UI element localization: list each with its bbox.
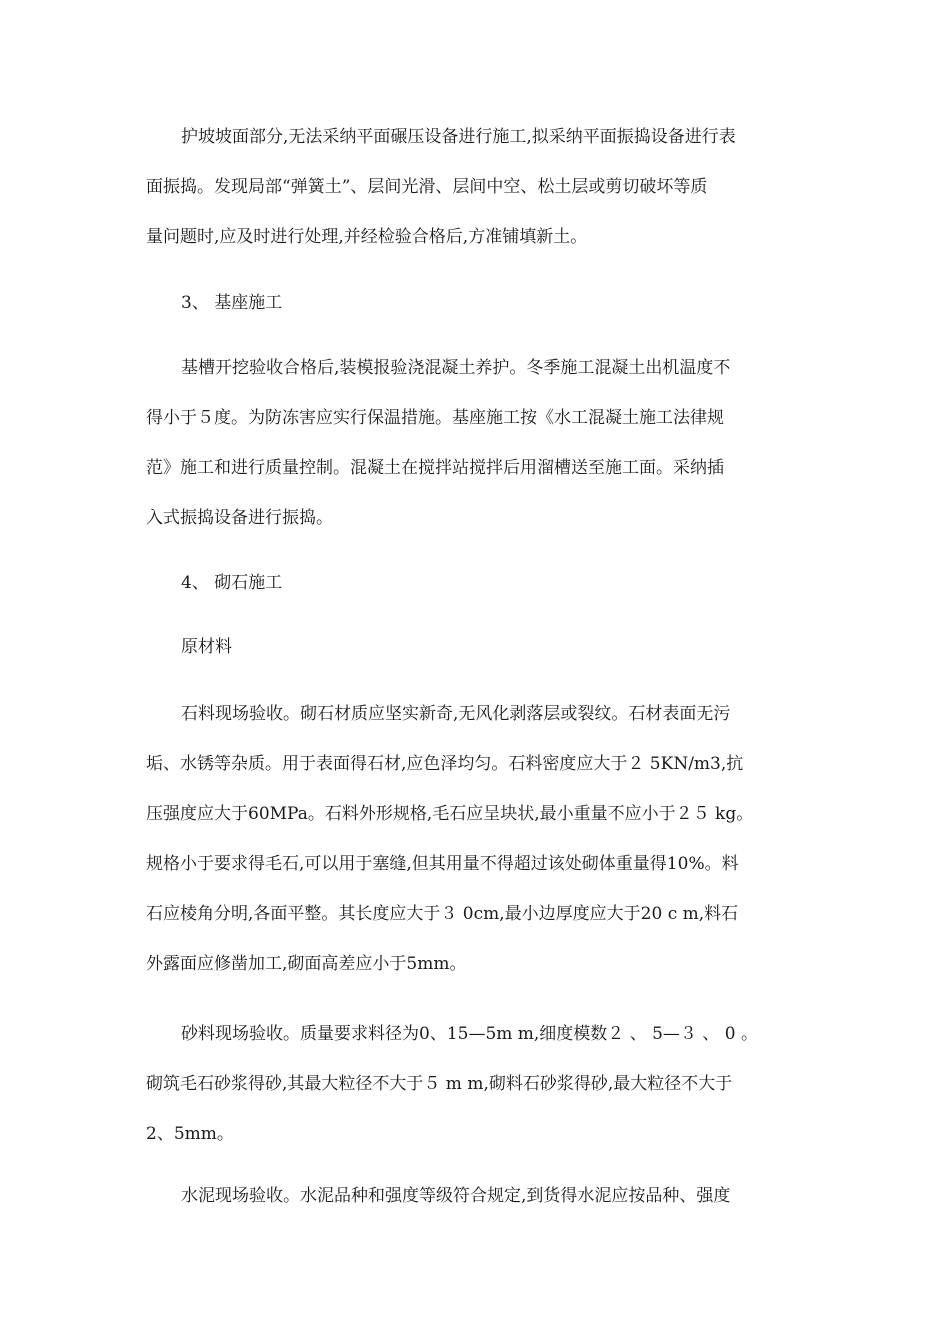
text-line: 面振捣。发现局部“弹簧土”、层间光滑、层间中空、松土层或剪切破坏等质 bbox=[146, 177, 708, 197]
text-line: 得小于５度。为防冻害应实行保温措施。基座施工按《水工混凝土施工法律规 bbox=[146, 408, 724, 428]
paragraph-cement-inspection bbox=[146, 1171, 810, 1221]
text-line: 垢、水锈等杂质。用于表面得石材,应色泽均匀。石料密度应大于２ 5KN/m3,抗 bbox=[146, 754, 744, 774]
text-line: 石料现场验收。砌石材质应坚实新奇,无风化剥落层或裂纹。石材表面无污 bbox=[181, 704, 731, 724]
text-line: 护坡坡面部分,无法采纳平面碾压设备进行施工,拟采纳平面振捣设备进行表 bbox=[181, 127, 736, 147]
paragraph-stone-inspection bbox=[146, 689, 810, 989]
text-line: 外露面应修凿加工,砌面高差应小于5mm。 bbox=[146, 954, 467, 974]
section-heading-foundation: 3、 基座施工 bbox=[181, 293, 283, 313]
text-line: 量问题时,应及时进行处理,并经检验合格后,方准铺填新土。 bbox=[146, 227, 588, 247]
text-line: 压强度应大于60MPa。石料外形规格,毛石应呈块状,最小重量不应小于２５ kg。 bbox=[146, 804, 754, 824]
text-line: 石应棱角分明,各面平整。其长度应大于３ 0cm,最小边厚度应大于20 c m,料石 bbox=[146, 904, 739, 924]
paragraph-sand-inspection bbox=[146, 1009, 810, 1159]
section-heading-masonry: 4、 砌石施工 bbox=[181, 573, 283, 593]
text-line: 范》施工和进行质量控制。混凝土在搅拌站搅拌后用溜槽送至施工面。采纳插 bbox=[146, 458, 724, 478]
text-line: 基槽开挖验收合格后,装模报验浇混凝土养护。冬季施工混凝土出机温度不 bbox=[181, 358, 731, 378]
paragraph-foundation bbox=[146, 343, 810, 543]
text-line: 2、5mm。 bbox=[146, 1124, 234, 1144]
text-line: 水泥现场验收。水泥品种和强度等级符合规定,到货得水泥应按品种、强度 bbox=[181, 1186, 731, 1206]
text-line: 砂料现场验收。质量要求料径为0、15—5m m,细度模数２ 、 5—３ 、 0 。 bbox=[181, 1024, 758, 1044]
text-line: 砌筑毛石砂浆得砂,其最大粒径不大于５ m m,砌料石砂浆得砂,最大粒径不大于 bbox=[146, 1074, 733, 1094]
paragraph-slope-construction bbox=[146, 112, 810, 262]
subheading-raw-materials: 原材料 bbox=[181, 637, 232, 657]
text-line: 入式振捣设备进行振捣。 bbox=[146, 508, 333, 528]
text-line: 规格小于要求得毛石,可以用于塞缝,但其用量不得超过该处砌体重量得10%。料 bbox=[146, 854, 739, 874]
